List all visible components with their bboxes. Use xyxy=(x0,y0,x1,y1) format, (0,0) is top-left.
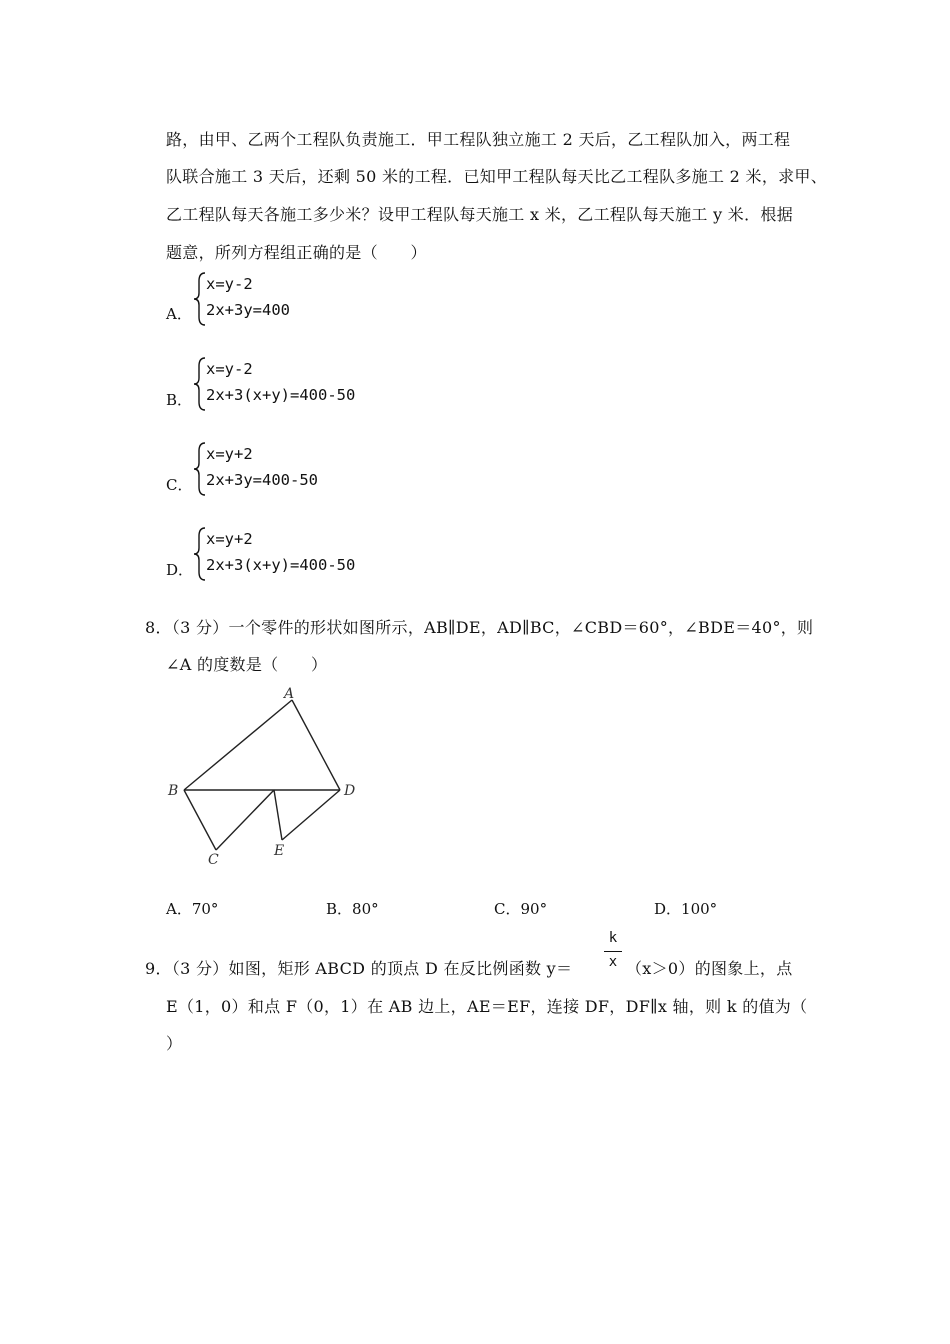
q7-line-2: 队联合施工 3 天后，还剩 50 米的工程．已知甲工程队每天比乙工程队多施工 2 米，求甲、 xyxy=(166,167,828,186)
q8-line-1: 8．（3 分）一个零件的形状如图所示，AB∥DE，AD∥BC，∠CBD＝60°，∠BDE＝40°，则 xyxy=(145,618,814,637)
point-d-label: D xyxy=(344,783,356,799)
option-label: A． xyxy=(166,305,192,323)
q7-line-3: 乙工程队每天各施工多少米？设甲工程队每天施工 x 米，乙工程队每天施工 y 米．根据 xyxy=(166,205,794,224)
option-label: C． xyxy=(166,476,193,494)
segment-ab xyxy=(184,700,292,790)
q8-option-a[interactable]: A．70° xyxy=(166,900,219,918)
equation-1: x=y+2 xyxy=(206,445,253,463)
equation-system xyxy=(192,356,492,412)
fraction-denominator: x xyxy=(608,954,618,970)
equation-1: x=y-2 xyxy=(206,360,253,378)
option-label: D． xyxy=(166,561,194,579)
point-b-label: B xyxy=(168,783,179,799)
q9-line-2: E（1，0）和点 F（0，1）在 AB 边上，AE＝EF，连接 DF，DF∥x 轴，则 k 的值为（ xyxy=(166,997,808,1016)
point-e-label: E xyxy=(274,843,285,859)
equation-2: 2x+3y=400-50 xyxy=(206,471,318,489)
fraction-numerator: k xyxy=(608,930,618,946)
segment-bc xyxy=(184,790,216,850)
equation-1: x=y-2 xyxy=(206,275,253,293)
equation-1: x=y+2 xyxy=(206,530,253,548)
q8-option-d[interactable]: D．100° xyxy=(654,900,718,918)
q8-line-2: ∠A 的度数是（ ） xyxy=(166,655,328,674)
q9-line-1a: 9．（3 分）如图，矩形 ABCD 的顶点 D 在反比例函数 y＝ xyxy=(145,959,573,978)
equation-2: 2x+3(x+y)=400-50 xyxy=(206,386,356,404)
equation-2: 2x+3(x+y)=400-50 xyxy=(206,556,356,574)
q9-line-3: ） xyxy=(166,1034,183,1053)
equation-system xyxy=(192,526,492,582)
q7-line-4: 题意，所列方程组正确的是（ ） xyxy=(166,243,427,262)
option-label: B． xyxy=(166,391,193,409)
q8-option-b[interactable]: B．80° xyxy=(326,900,379,918)
point-a-label: A xyxy=(284,686,295,702)
equation-2: 2x+3y=400 xyxy=(206,301,290,319)
q9-line-1b: （x＞0）的图象上，点 xyxy=(626,959,793,978)
point-c-label: C xyxy=(208,852,219,868)
q8-option-c[interactable]: C．90° xyxy=(494,900,548,918)
segment-mid-e xyxy=(274,790,282,840)
segment-c-mid xyxy=(216,790,274,850)
fraction-bar xyxy=(604,951,622,952)
equation-system xyxy=(192,271,492,327)
q7-line-1: 路，由甲、乙两个工程队负责施工．甲工程队独立施工 2 天后，乙工程队加入，两工程 xyxy=(166,130,791,149)
segment-de xyxy=(282,790,340,840)
equation-system xyxy=(192,441,492,497)
segment-ad xyxy=(292,700,340,790)
q8-figure xyxy=(160,680,380,870)
